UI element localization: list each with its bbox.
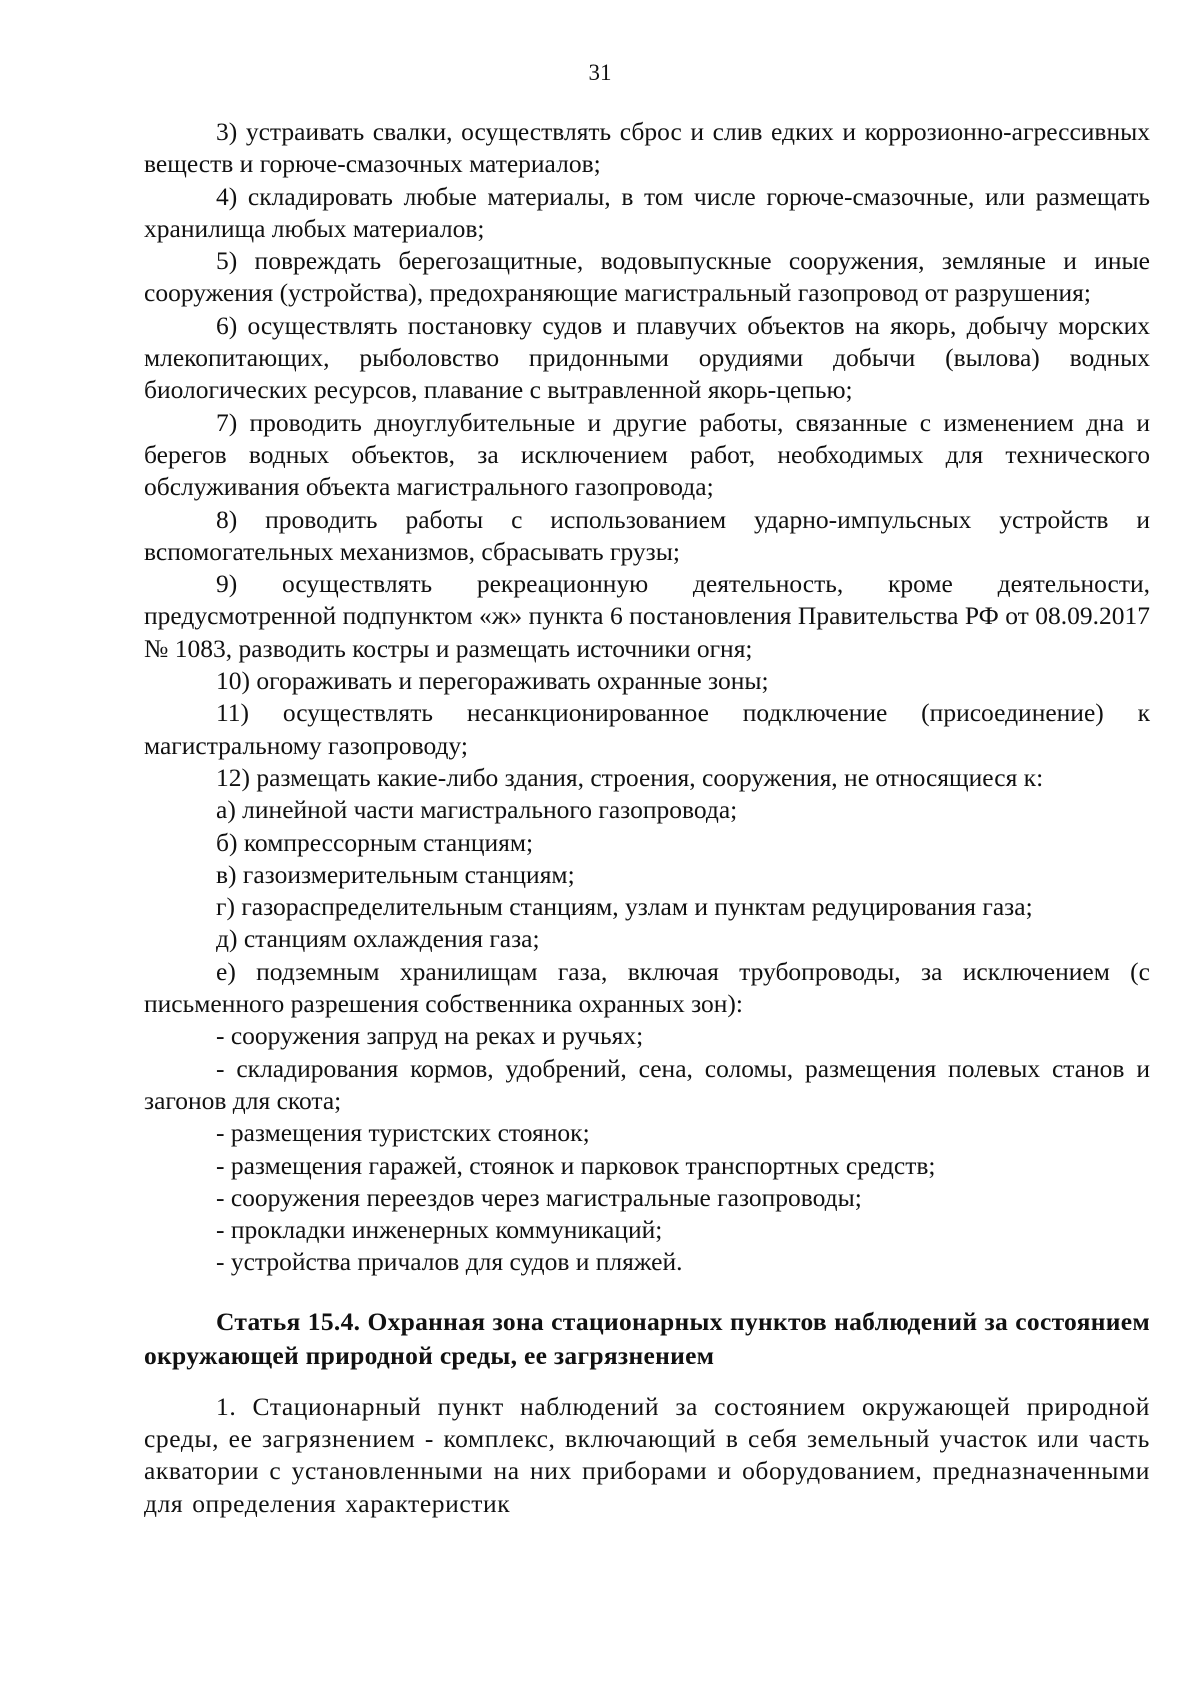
exception-item-storage: - складирования кормов, удобрений, сена, соломы, размещения полевых станов и загонов для скота; [144,1053,1150,1115]
page-number: 31 [588,60,612,85]
sub-item-a: а) линейной части магистрального газопровода; [216,795,738,825]
exception-item-piers: - устройства причалов для судов и пляжей. [216,1247,683,1277]
article-heading: Статья 15.4. Охранная зона стационарных пунктов наблюдений за состоянием окружающей природной среды, ее загрязнением [144,1306,1150,1370]
list-item-10: 10) огораживать и перегораживать охранные зоны; [216,666,769,696]
sub-item-e: е) подземным хранилищам газа, включая трубопроводы, за исключением (с письменного разрешения собственника охранных зон): [144,956,1150,1019]
list-item-3: 3) устраивать свалки, осуществлять сброс и слив едких и коррозионно-агрессивных веществ и горюче-смазочных материалов; [144,117,1150,179]
sub-item-v: в) газоизмерительным станциям; [216,859,575,889]
list-item-7: 7) проводить дноуглубительные и другие работы, связанные с изменением дна и берегов водных объектов, за исключением работ, необходимых для технического обслуживания объекта магистрального газопровода; [144,407,1150,502]
list-item-4: 4) складировать любые материалы, в том числе горюче-смазочные, или размещать хранилища любых материалов; [144,181,1150,243]
article-paragraph-1: 1. Стационарный пункт наблюдений за состоянием окружающей природной среды, ее загрязнением - комплекс, включающий в себя земельный участок или часть акватории с установленными на них приборами и оборудованием, предназначенными для определения характеристик [144,1391,1150,1518]
list-item-11: 11) осуществлять несанкционированное подключение (присоединение) к магистральному газопроводу; [144,698,1150,760]
sub-item-d: д) станциям охлаждения газа; [216,924,540,954]
exception-item-tourist-sites: - размещения туристских стоянок; [216,1118,590,1148]
list-item-5: 5) повреждать берегозащитные, водовыпускные сооружения, земляные и иные сооружения (устройства), предохраняющие магистральный газопровод от разрушения; [144,246,1150,308]
list-item-8: 8) проводить работы с использованием ударно-импульсных устройств и вспомогательных механизмов, сбрасывать грузы; [144,504,1150,566]
sub-item-g: г) газораспределительным станциям, узлам и пунктам редуцирования газа; [216,892,1033,922]
sub-item-b: б) компрессорным станциям; [216,827,534,857]
exception-item-dams: - сооружения запруд на реках и ручьях; [216,1021,644,1051]
exception-item-utilities: - прокладки инженерных коммуникаций; [216,1215,663,1245]
list-item-9: 9) осуществлять рекреационную деятельность, кроме деятельности, предусмотренной подпунктом «ж» пункта 6 постановления Правительства РФ от 08.09.2017 № 1083, разводить костры и размещать источники огня; [144,569,1150,663]
list-item-6: 6) осуществлять постановку судов и плавучих объектов на якорь, добычу морских млекопитающих, рыболовство придонными орудиями добычи (вылова) водных биологических ресурсов, плавание с вытравленной якорь-цепью; [144,310,1150,405]
document-body [144,116,1150,1520]
exception-item-crossings: - сооружения переездов через магистральные газопроводы; [216,1182,862,1212]
exception-item-garages: - размещения гаражей, стоянок и парковок транспортных средств; [216,1150,936,1180]
list-item-12: 12) размещать какие-либо здания, строения, сооружения, не относящиеся к: [216,762,1044,792]
